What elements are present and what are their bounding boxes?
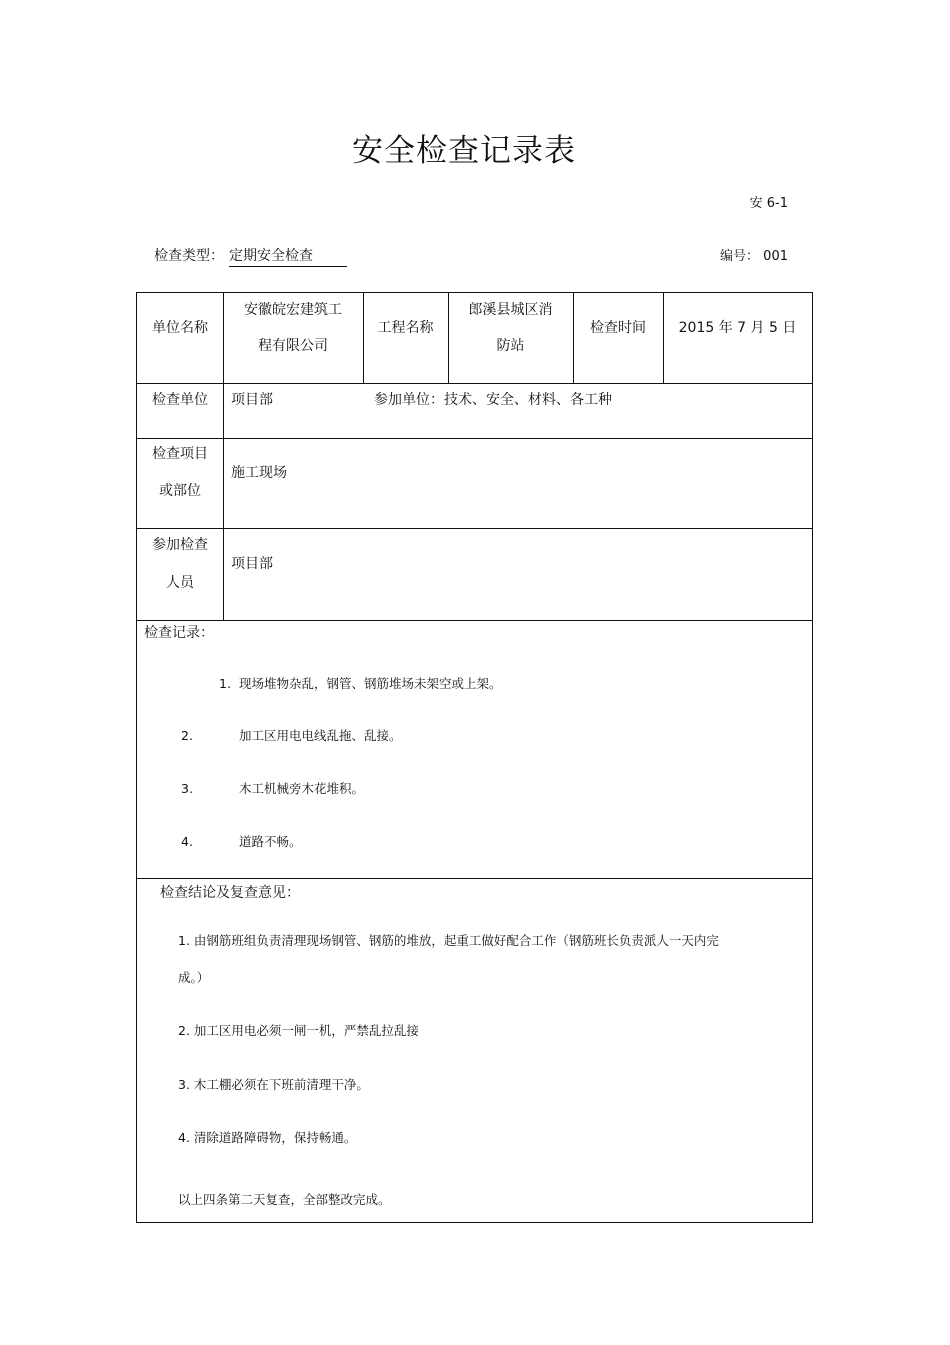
record-item-4-text: 道路不畅。 (239, 834, 302, 849)
inspectors-value: 项目部 (231, 556, 273, 572)
check-item-value: 施工现场 (231, 465, 287, 481)
document-title: 安全检查记录表 (352, 133, 576, 169)
record-item-1-number: 1. (219, 676, 231, 691)
check-type-value: 定期安全检查 (229, 245, 347, 267)
conclusion-summary: 以上四条第二天复查，全部整改完成。 (178, 1192, 391, 1207)
serial-number (720, 245, 788, 264)
serial-value: 001 (763, 249, 788, 264)
record-item-2-text: 加工区用电电线乱拖、乱接。 (239, 728, 402, 743)
unit-name-label: 单位名称 (152, 320, 208, 336)
conclusion-item-3: 3. 木工棚必须在下班前清理干净。 (178, 1077, 369, 1092)
check-time-value: 2015 年 7 月 5 日 (678, 320, 797, 336)
conclusion-item-1-line2: 成。） (178, 970, 210, 985)
conclusion-label: 检查结论及复查意见： (160, 885, 300, 901)
check-time-label: 检查时间 (590, 320, 646, 336)
check-item-label-line2: 或部位 (159, 483, 201, 499)
participating-units: 参加单位：技术、安全、材料、各工种 (374, 392, 612, 408)
inspection-table (136, 292, 813, 1223)
row-divider (137, 438, 812, 439)
inspectors-label-line2: 人员 (166, 575, 194, 591)
unit-name-line2: 程有限公司 (258, 338, 328, 354)
record-item-2-number: 2. (181, 728, 193, 743)
conclusion-item-2: 2. 加工区用电必须一闸一机，严禁乱拉乱接 (178, 1023, 419, 1038)
record-item-4-number: 4. (181, 834, 193, 849)
project-name-line1: 郎溪县城区消 (468, 302, 553, 318)
conclusion-item-4: 4. 清除道路障碍物，保持畅通。 (178, 1130, 357, 1145)
project-name-line2: 防站 (496, 338, 525, 354)
conclusion-item-1-line1: 1. 由钢筋班组负责清理现场钢管、钢筋的堆放，起重工做好配合工作（钢筋班长负责派人一天内完 (178, 933, 719, 948)
form-code: 安 6-1 (749, 196, 788, 211)
unit-name-line1: 安徽皖宏建筑工 (244, 302, 342, 318)
row-divider (137, 528, 812, 529)
row-divider (137, 620, 812, 621)
check-unit-label: 检查单位 (152, 392, 208, 408)
record-label: 检查记录： (144, 625, 214, 641)
check-item-label-line1: 检查项目 (152, 446, 208, 462)
inspectors-label-line1: 参加检查 (152, 537, 208, 553)
check-type-label: 检查类型： (154, 248, 224, 264)
record-item-3-number: 3. (181, 781, 193, 796)
record-item-1-text: 现场堆物杂乱，钢管、钢筋堆场未架空或上架。 (239, 676, 502, 691)
serial-label: 编号： (720, 249, 760, 264)
check-unit-value: 项目部 (231, 392, 273, 408)
project-name-label: 工程名称 (377, 320, 434, 336)
record-item-3-text: 木工机械旁木花堆积。 (239, 781, 365, 796)
